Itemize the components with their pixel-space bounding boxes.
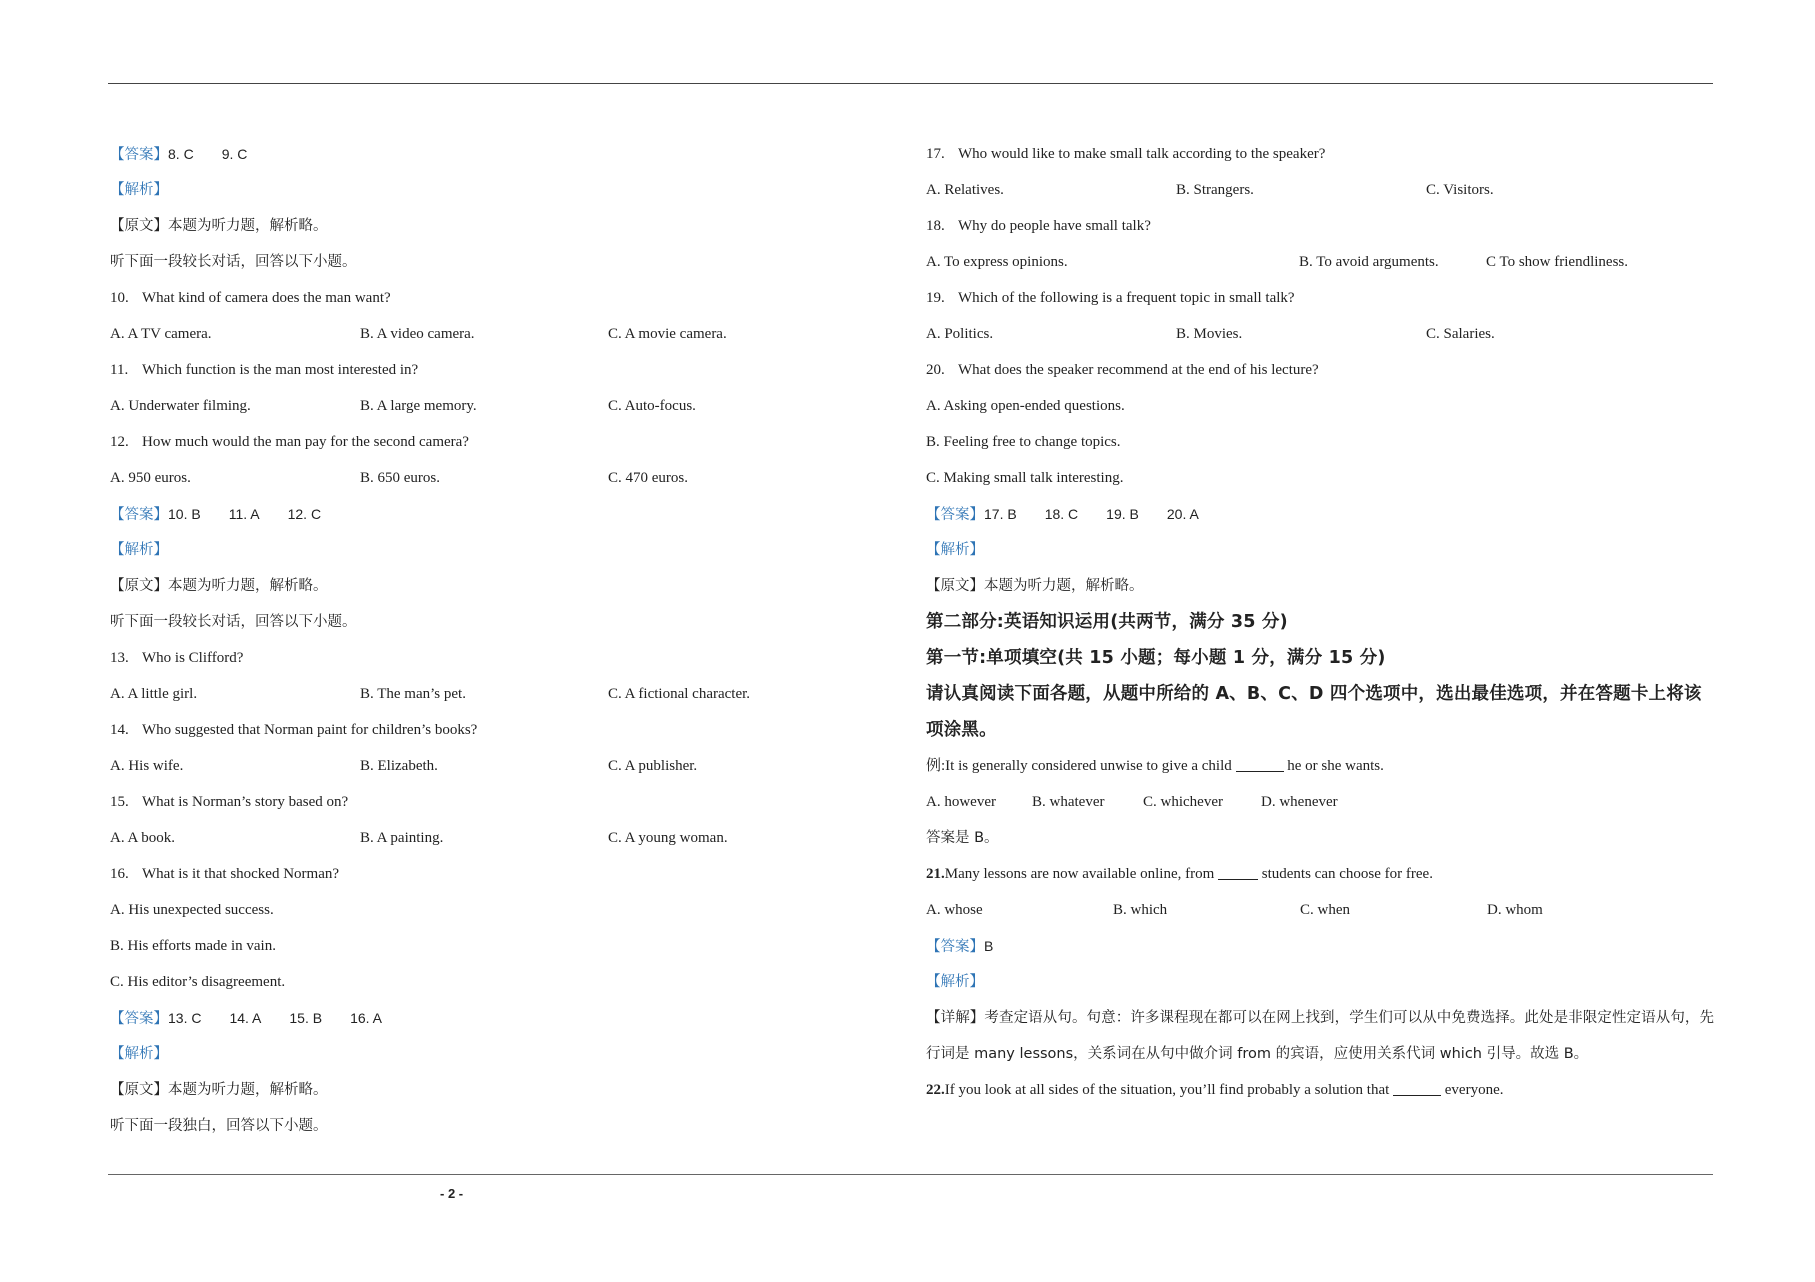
option: A. whose xyxy=(926,902,983,918)
options-19 xyxy=(926,316,1716,352)
answer-tag: 【答案】 xyxy=(110,147,168,163)
footer-rule xyxy=(108,1174,1713,1175)
option: C. His editor’s disagreement. xyxy=(110,974,286,990)
option: A. Underwater filming. xyxy=(110,398,251,414)
question-21: 21.Many lessons are now available online, from students can choose for free. xyxy=(926,866,1433,882)
question-19: 19. Which of the following is a frequent topic in small talk? xyxy=(926,290,1295,306)
option: B. The man’s pet. xyxy=(360,686,466,702)
answer-blank xyxy=(1236,757,1284,772)
analysis-tag: 【解析】 xyxy=(926,542,984,558)
option: B. Strangers. xyxy=(1176,182,1254,198)
question-14: 14. Who suggested that Norman paint for children’s books? xyxy=(110,722,478,738)
page-number: - 2 - xyxy=(440,1186,464,1201)
answer-item: 9. C xyxy=(221,146,248,162)
options-15 xyxy=(110,820,890,856)
instruction-line-1: 请认真阅读下面各题，从题中所给的 A、B、C、D 四个选项中，选出最佳选项，并在答题卡上将该 xyxy=(926,684,1702,704)
option: D. whom xyxy=(1487,902,1543,918)
question-13: 13. Who is Clifford? xyxy=(110,650,244,666)
option: B. A painting. xyxy=(360,830,444,846)
analysis-tag: 【解析】 xyxy=(110,542,168,558)
option: A. His unexpected success. xyxy=(110,902,274,918)
option: A. His wife. xyxy=(110,758,184,774)
options-10 xyxy=(110,316,890,352)
options-18 xyxy=(926,244,1716,280)
option: C. Auto-focus. xyxy=(608,398,696,414)
instruction-line-2: 项涂黑。 xyxy=(926,720,997,740)
option: B. A large memory. xyxy=(360,398,477,414)
question-15: 15. What is Norman’s story based on? xyxy=(110,794,349,810)
question-20: 20. What does the speaker recommend at the end of his lecture? xyxy=(926,362,1319,378)
section-intro: 听下面一段较长对话，回答以下小题。 xyxy=(110,614,357,630)
left-column xyxy=(110,136,890,1144)
question-11: 11. Which function is the man most interested in? xyxy=(110,362,419,378)
option: D. whenever xyxy=(1261,794,1338,810)
original-note: 【原文】本题为听力题，解析略。 xyxy=(110,218,328,234)
section-intro: 听下面一段较长对话，回答以下小题。 xyxy=(110,254,357,270)
option: B. whatever xyxy=(1032,794,1105,810)
option: C. 470 euros. xyxy=(608,470,688,486)
answer-blank xyxy=(1218,865,1258,880)
option: A. Asking open-ended questions. xyxy=(926,398,1125,414)
option: B. Elizabeth. xyxy=(360,758,438,774)
option: C. A movie camera. xyxy=(608,326,727,342)
option: B. His efforts made in vain. xyxy=(110,938,276,954)
analysis-tag: 【解析】 xyxy=(110,182,168,198)
option: C. whichever xyxy=(1143,794,1223,810)
question-12: 12. How much would the man pay for the second camera? xyxy=(110,434,469,450)
part2-title: 第二部分:英语知识运用(共两节，满分 35 分) xyxy=(926,612,1288,632)
example-answer: 答案是 B。 xyxy=(926,830,999,846)
example-options xyxy=(926,784,1716,820)
question-18: 18. Why do people have small talk? xyxy=(926,218,1151,234)
option: C. A publisher. xyxy=(608,758,698,774)
option: B. 650 euros. xyxy=(360,470,440,486)
right-column xyxy=(926,136,1716,1108)
option: C. A young woman. xyxy=(608,830,728,846)
question-16: 16. What is it that shocked Norman? xyxy=(110,866,340,882)
answer-item: 8. C xyxy=(168,146,194,162)
analysis-tag: 【解析】 xyxy=(926,974,984,990)
option: B. Movies. xyxy=(1176,326,1243,342)
option: A. however xyxy=(926,794,996,810)
header-rule xyxy=(108,83,1713,84)
option: C. Visitors. xyxy=(1426,182,1494,198)
option: A. Relatives. xyxy=(926,182,1004,198)
analysis-tag: 【解析】 xyxy=(110,1046,168,1062)
original-note: 【原文】本题为听力题，解析略。 xyxy=(926,578,1144,594)
option: A. A little girl. xyxy=(110,686,198,702)
option: A. A book. xyxy=(110,830,176,846)
answer-line-10-12: 【答案】10. B 11. A 12. C xyxy=(110,506,322,523)
options-13 xyxy=(110,676,890,712)
option: C. when xyxy=(1300,902,1350,918)
answer-line-21: 【答案】B xyxy=(926,938,994,955)
section1-title: 第一节:单项填空(共 15 小题；每小题 1 分，满分 15 分) xyxy=(926,648,1386,668)
option: C To show friendliness. xyxy=(1486,254,1629,270)
original-note: 【原文】本题为听力题，解析略。 xyxy=(110,1082,328,1098)
question-22: 22.If you look at all sides of the situation, you’ll find probably a solution that everyone. xyxy=(926,1082,1504,1098)
option: B. To avoid arguments. xyxy=(1299,254,1439,270)
options-21 xyxy=(926,892,1716,928)
question-10: 10. What kind of camera does the man want? xyxy=(110,290,391,306)
answer-line-8-9 xyxy=(110,136,890,172)
options-12 xyxy=(110,460,890,496)
option: A. Politics. xyxy=(926,326,994,342)
options-11 xyxy=(110,388,890,424)
options-14 xyxy=(110,748,890,784)
option: A. A TV camera. xyxy=(110,326,212,342)
option: A. 950 euros. xyxy=(110,470,191,486)
example-question: 例:It is generally considered unwise to give a child he or she wants. xyxy=(926,758,1384,774)
option: B. which xyxy=(1113,902,1168,918)
answer-blank xyxy=(1393,1081,1441,1096)
option: A. To express opinions. xyxy=(926,254,1068,270)
original-note: 【原文】本题为听力题，解析略。 xyxy=(110,578,328,594)
option: C. Making small talk interesting. xyxy=(926,470,1124,486)
option: C. A fictional character. xyxy=(608,686,751,702)
question-17: 17. Who would like to make small talk according to the speaker? xyxy=(926,146,1326,162)
answer-line-13-16: 【答案】13. C 14. A 15. B 16. A xyxy=(110,1010,383,1027)
option: B. Feeling free to change topics. xyxy=(926,434,1121,450)
option: C. Salaries. xyxy=(1426,326,1495,342)
option: B. A video camera. xyxy=(360,326,475,342)
section-intro: 听下面一段独白，回答以下小题。 xyxy=(110,1118,328,1134)
answer-line-17-20: 【答案】17. B 18. C 19. B 20. A xyxy=(926,506,1199,523)
options-17 xyxy=(926,172,1716,208)
detail-paragraph-21: 【详解】考查定语从句。句意：许多课程现在都可以在网上找到，学生们可以从中免费选择。此处是非限定性定语从句，先行词是 many lessons，关系词在从句中做介词 from 的宾语，应使用关系代词 which 引导。故选 B。 xyxy=(926,1010,1715,1062)
